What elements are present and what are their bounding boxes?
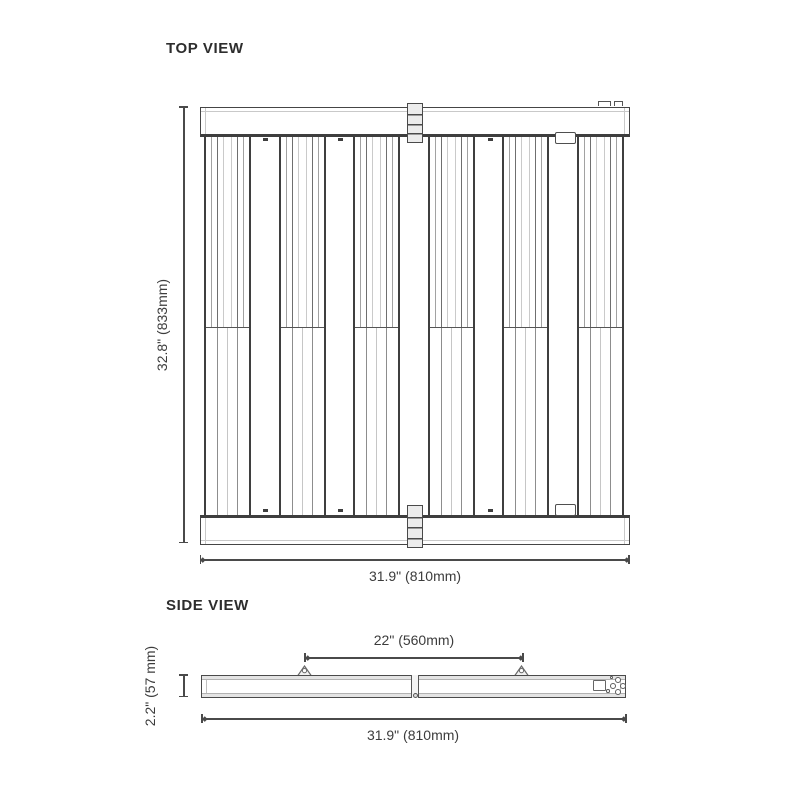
led-bar-lower	[281, 328, 324, 515]
top-view-width-dim-line	[200, 559, 629, 561]
side-view-width-dim-line	[202, 718, 626, 720]
screw-mark-icon	[488, 509, 493, 512]
button-right-icon	[620, 683, 626, 689]
led-bar-upper	[355, 137, 398, 327]
led-bar-upper	[504, 137, 547, 327]
side-view-height-dim-line	[183, 675, 185, 697]
rail-tab	[598, 101, 611, 106]
top-view-width-dim-label: 31.9" (810mm)	[368, 568, 462, 584]
center-connector-top	[407, 103, 423, 143]
led-bar-upper	[579, 137, 622, 327]
hanger-spacing-dim-line	[305, 657, 523, 659]
dim-tick	[179, 106, 188, 108]
led-bar-upper	[430, 137, 473, 327]
button-up-icon	[615, 677, 621, 683]
top-view-height-dim-line	[183, 107, 185, 543]
screw-mark-icon	[263, 138, 268, 141]
led-bar-lower	[504, 328, 547, 515]
screw-mark-icon	[338, 509, 343, 512]
led-bar-upper	[206, 137, 249, 327]
side-view-width-dim-label: 31.9" (810mm)	[366, 727, 460, 743]
dim-arrow	[200, 557, 205, 562]
screw-mark-icon	[488, 138, 493, 141]
dim-tick	[179, 674, 188, 676]
button-down-icon	[615, 689, 621, 695]
indicator-dot-icon	[606, 689, 610, 693]
dim-arrow	[305, 655, 310, 660]
driver-box-top	[555, 132, 576, 144]
button-left-icon	[610, 683, 616, 689]
top-view-height-dim-label: 32.8" (833mm)	[154, 278, 170, 372]
led-bar	[577, 137, 624, 515]
led-bar	[353, 137, 400, 515]
control-buttons	[606, 675, 628, 697]
led-bar-lower	[430, 328, 473, 515]
led-bar	[204, 137, 251, 515]
dim-arrow	[202, 716, 207, 721]
side-view-title: SIDE VIEW	[166, 597, 249, 614]
side-view-height-dim-label: 2.2" (57 mm)	[142, 645, 158, 727]
led-bar	[428, 137, 475, 515]
screw-mark-icon	[338, 138, 343, 141]
hanger-spacing-dim-label: 22" (560mm)	[373, 632, 455, 648]
center-connector-bottom	[407, 505, 423, 548]
indicator-dot-icon	[610, 676, 613, 679]
led-bar	[279, 137, 326, 515]
dim-tick	[179, 542, 188, 544]
led-bar-lower	[355, 328, 398, 515]
rail-tab	[614, 101, 623, 106]
led-bar-lower	[206, 328, 249, 515]
joint-screw-icon	[413, 693, 418, 698]
led-bar-upper	[281, 137, 324, 327]
display-window	[593, 680, 606, 691]
led-bar-lower	[579, 328, 622, 515]
screw-mark-icon	[263, 509, 268, 512]
led-bar	[502, 137, 549, 515]
driver-box-bottom	[555, 504, 576, 516]
dim-tick	[179, 696, 188, 698]
top-view-title: TOP VIEW	[166, 40, 244, 57]
